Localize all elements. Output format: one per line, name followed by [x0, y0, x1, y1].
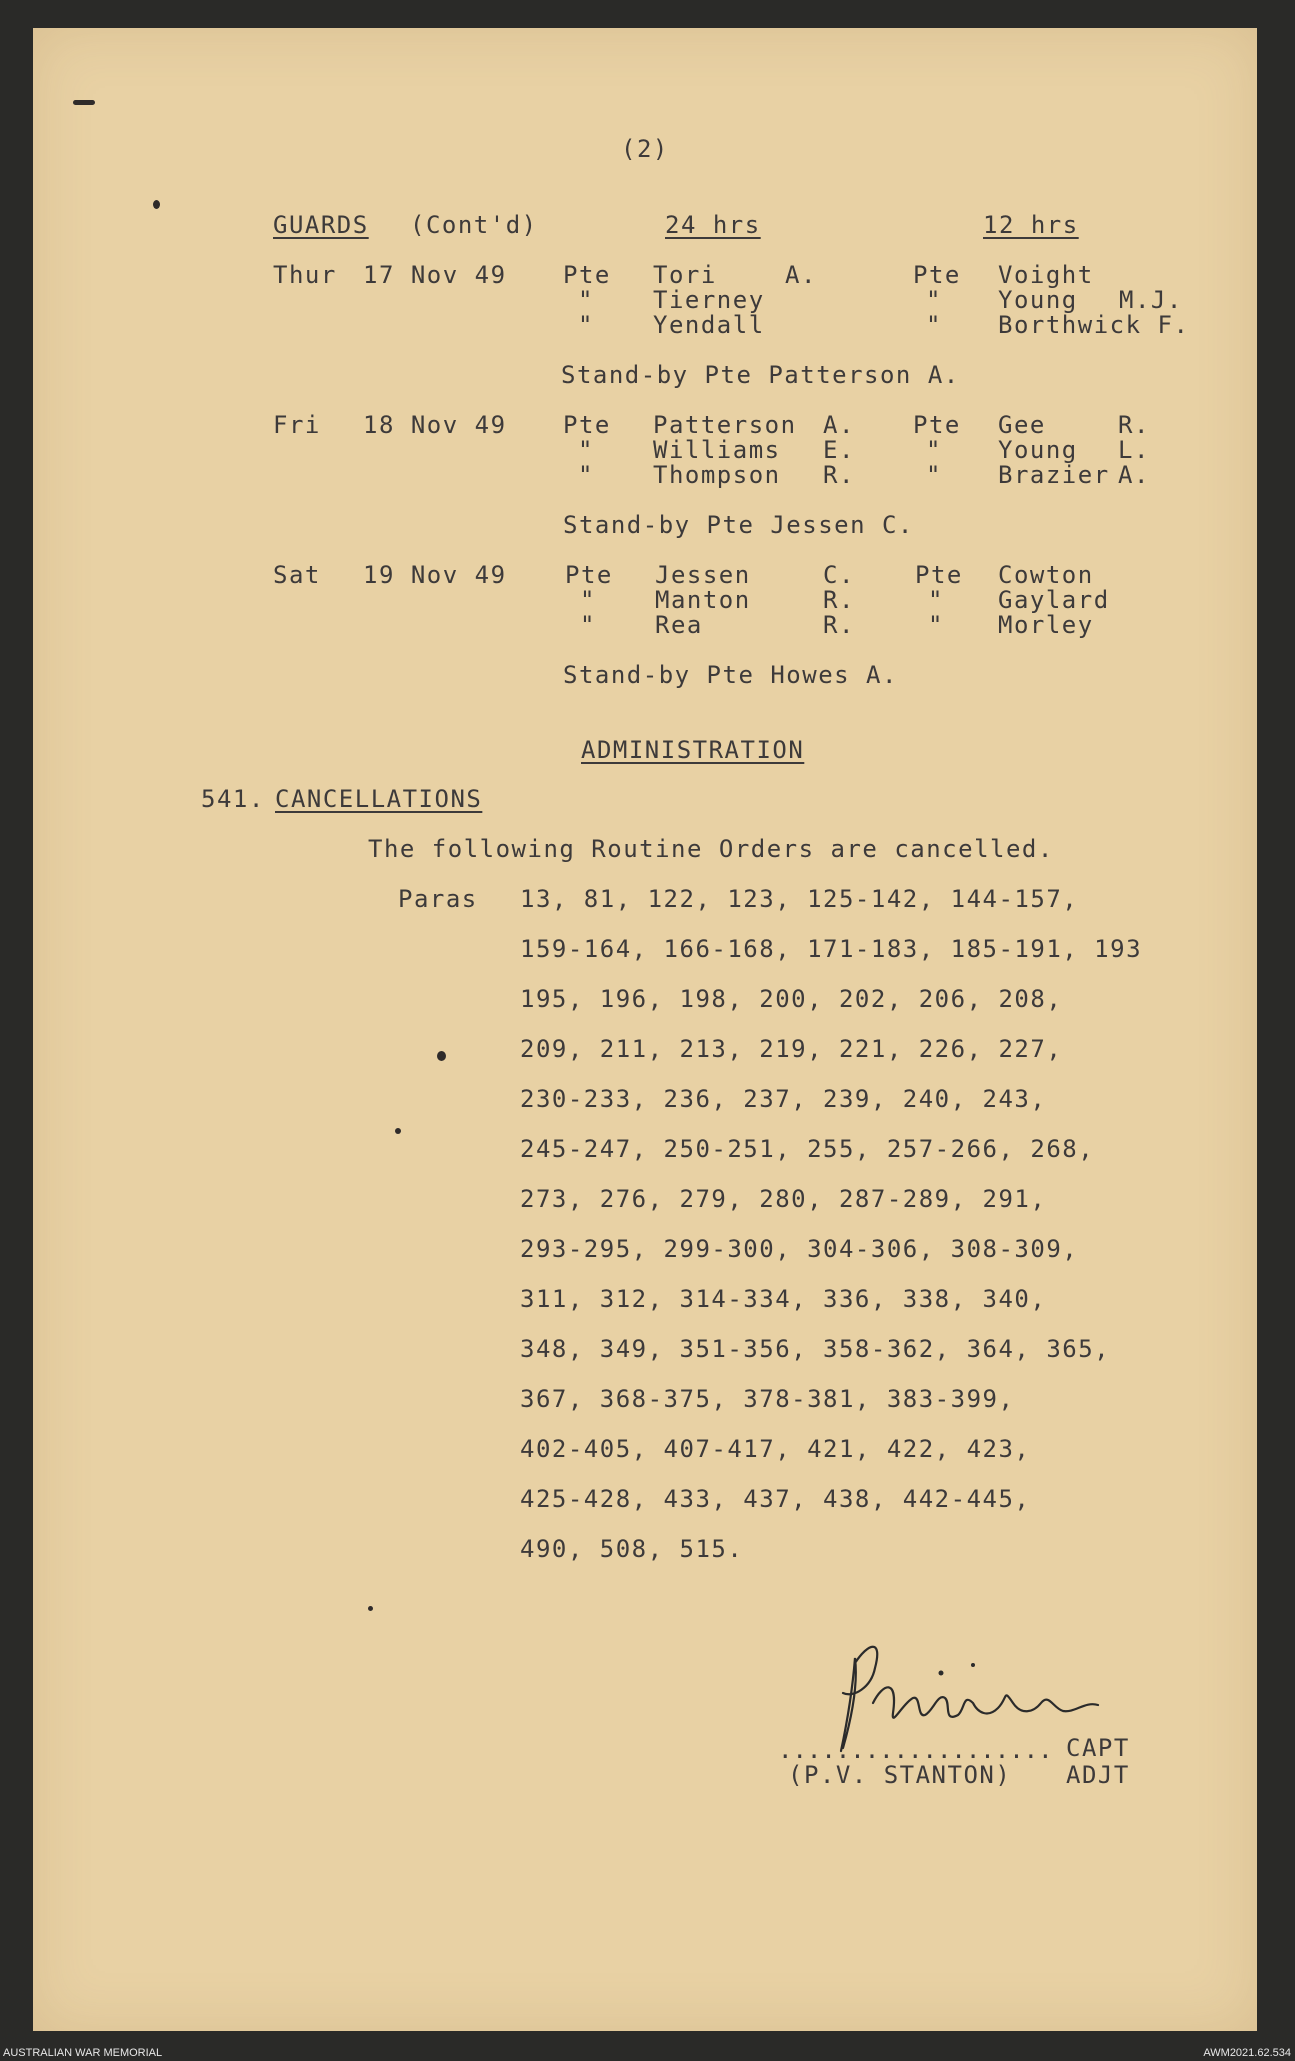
paras-line: 367, 368-375, 378-381, 383-399, — [520, 1385, 1015, 1413]
rank: Pte — [915, 561, 963, 589]
paras-line: 13, 81, 122, 123, 125-142, 144-157, — [520, 885, 1079, 913]
guard-name: Williams — [653, 436, 781, 464]
ink-speck — [73, 100, 95, 105]
rank: Pte — [565, 561, 613, 589]
page-number: (2) — [621, 135, 669, 163]
guard-name: Cowton — [998, 561, 1094, 589]
guard-name: Morley — [998, 611, 1094, 639]
administration-heading: ADMINISTRATION — [581, 736, 805, 764]
guards-heading: GUARDS — [273, 211, 369, 239]
ditto-mark: " — [578, 286, 594, 314]
ditto-mark: " — [928, 586, 944, 614]
paras-line: 159-164, 166-168, 171-183, 185-191, 193 — [520, 935, 1143, 963]
guard-name: Young — [998, 286, 1078, 314]
signature-rank: CAPT — [1066, 1734, 1130, 1762]
rank: Pte — [913, 411, 961, 439]
ditto-mark: " — [926, 461, 942, 489]
ink-speck — [437, 1051, 446, 1061]
paras-line: 209, 211, 213, 219, 221, 226, 227, — [520, 1035, 1063, 1063]
rank: Pte — [913, 261, 961, 289]
ditto-mark: " — [926, 311, 942, 339]
ditto-mark: " — [578, 311, 594, 339]
footer-institution: AUSTRALIAN WAR MEMORIAL — [3, 2047, 163, 2059]
paras-line: 348, 349, 351-356, 358-362, 364, 365, — [520, 1335, 1111, 1363]
guard-name: Young — [998, 436, 1078, 464]
paras-line: 425-428, 433, 437, 438, 442-445, — [520, 1485, 1031, 1513]
guard-name: Manton — [655, 586, 751, 614]
guard-name: Tori — [653, 261, 717, 289]
guard-name: Borthwick F. — [998, 311, 1190, 339]
guard-day: Thur — [273, 261, 337, 289]
paras-line: 490, 508, 515. — [520, 1535, 744, 1563]
paras-line: 273, 276, 279, 280, 287-289, 291, — [520, 1185, 1047, 1213]
paras-line: 402-405, 407-417, 421, 422, 423, — [520, 1435, 1031, 1463]
ditto-mark: " — [578, 461, 594, 489]
standby-line: Stand-by Pte Howes A. — [563, 661, 898, 689]
guard-initial: R. — [823, 461, 855, 489]
guard-name: Brazier — [998, 461, 1110, 489]
guard-name: Gaylard — [998, 586, 1110, 614]
ink-speck — [153, 200, 160, 209]
guard-name: Gee — [998, 411, 1046, 439]
ink-speck — [395, 1128, 401, 1134]
document-sheet — [33, 28, 1257, 2031]
cancellations-heading: CANCELLATIONS — [275, 785, 483, 813]
column-24-hrs: 24 hrs — [665, 211, 761, 239]
paras-line: 195, 196, 198, 200, 202, 206, 208, — [520, 985, 1063, 1013]
para-number: 541. — [201, 785, 265, 813]
guard-day: Sat — [273, 561, 321, 589]
guard-initial: M.J. — [1119, 286, 1183, 314]
standby-line: Stand-by Pte Jessen C. — [563, 511, 914, 539]
guard-date: 17 Nov 49 — [363, 261, 507, 289]
paras-line: 311, 312, 314-334, 336, 338, 340, — [520, 1285, 1047, 1313]
ditto-mark: " — [580, 611, 596, 639]
guard-name: Jessen — [655, 561, 751, 589]
guard-initial: R. — [823, 611, 855, 639]
column-12-hrs: 12 hrs — [983, 211, 1079, 239]
ink-speck — [368, 1606, 373, 1611]
guard-name: Thompson — [653, 461, 781, 489]
guard-name: Patterson — [653, 411, 797, 439]
cancellations-intro: The following Routine Orders are cancelled. — [368, 835, 1054, 863]
standby-line: Stand-by Pte Patterson A. — [561, 361, 960, 389]
guard-name: Tierney — [653, 286, 765, 314]
guard-name: Yendall — [653, 311, 765, 339]
guard-day: Fri — [273, 411, 321, 439]
guard-initial: L. — [1118, 436, 1150, 464]
signature-appointment: ADJT — [1066, 1761, 1130, 1789]
ditto-mark: " — [926, 286, 942, 314]
ditto-mark: " — [928, 611, 944, 639]
guards-cont: (Cont'd) — [410, 211, 538, 239]
guard-name: Rea — [655, 611, 703, 639]
rank: Pte — [563, 261, 611, 289]
rank: Pte — [563, 411, 611, 439]
guard-initial: E. — [823, 436, 855, 464]
guard-date: 19 Nov 49 — [363, 561, 507, 589]
paras-line: 293-295, 299-300, 304-306, 308-309, — [520, 1235, 1079, 1263]
guard-date: 18 Nov 49 — [363, 411, 507, 439]
ditto-mark: " — [926, 436, 942, 464]
signature-dotted-line: ................... — [778, 1736, 1053, 1764]
ditto-mark: " — [580, 586, 596, 614]
guard-initial: A. — [785, 261, 817, 289]
guard-name: Voight — [998, 261, 1094, 289]
paras-line: 230-233, 236, 237, 239, 240, 243, — [520, 1085, 1047, 1113]
guard-initial: R. — [823, 586, 855, 614]
guard-initial: A. — [823, 411, 855, 439]
signature-name: (P.V. STANTON) — [788, 1761, 1012, 1789]
paras-label: Paras — [398, 885, 478, 913]
guard-initial: A. — [1118, 461, 1150, 489]
guard-initial: R. — [1118, 411, 1150, 439]
footer-accession-number: AWM2021.62.534 — [1203, 2047, 1291, 2059]
guard-initial: C. — [823, 561, 855, 589]
ditto-mark: " — [578, 436, 594, 464]
paras-line: 245-247, 250-251, 255, 257-266, 268, — [520, 1135, 1095, 1163]
